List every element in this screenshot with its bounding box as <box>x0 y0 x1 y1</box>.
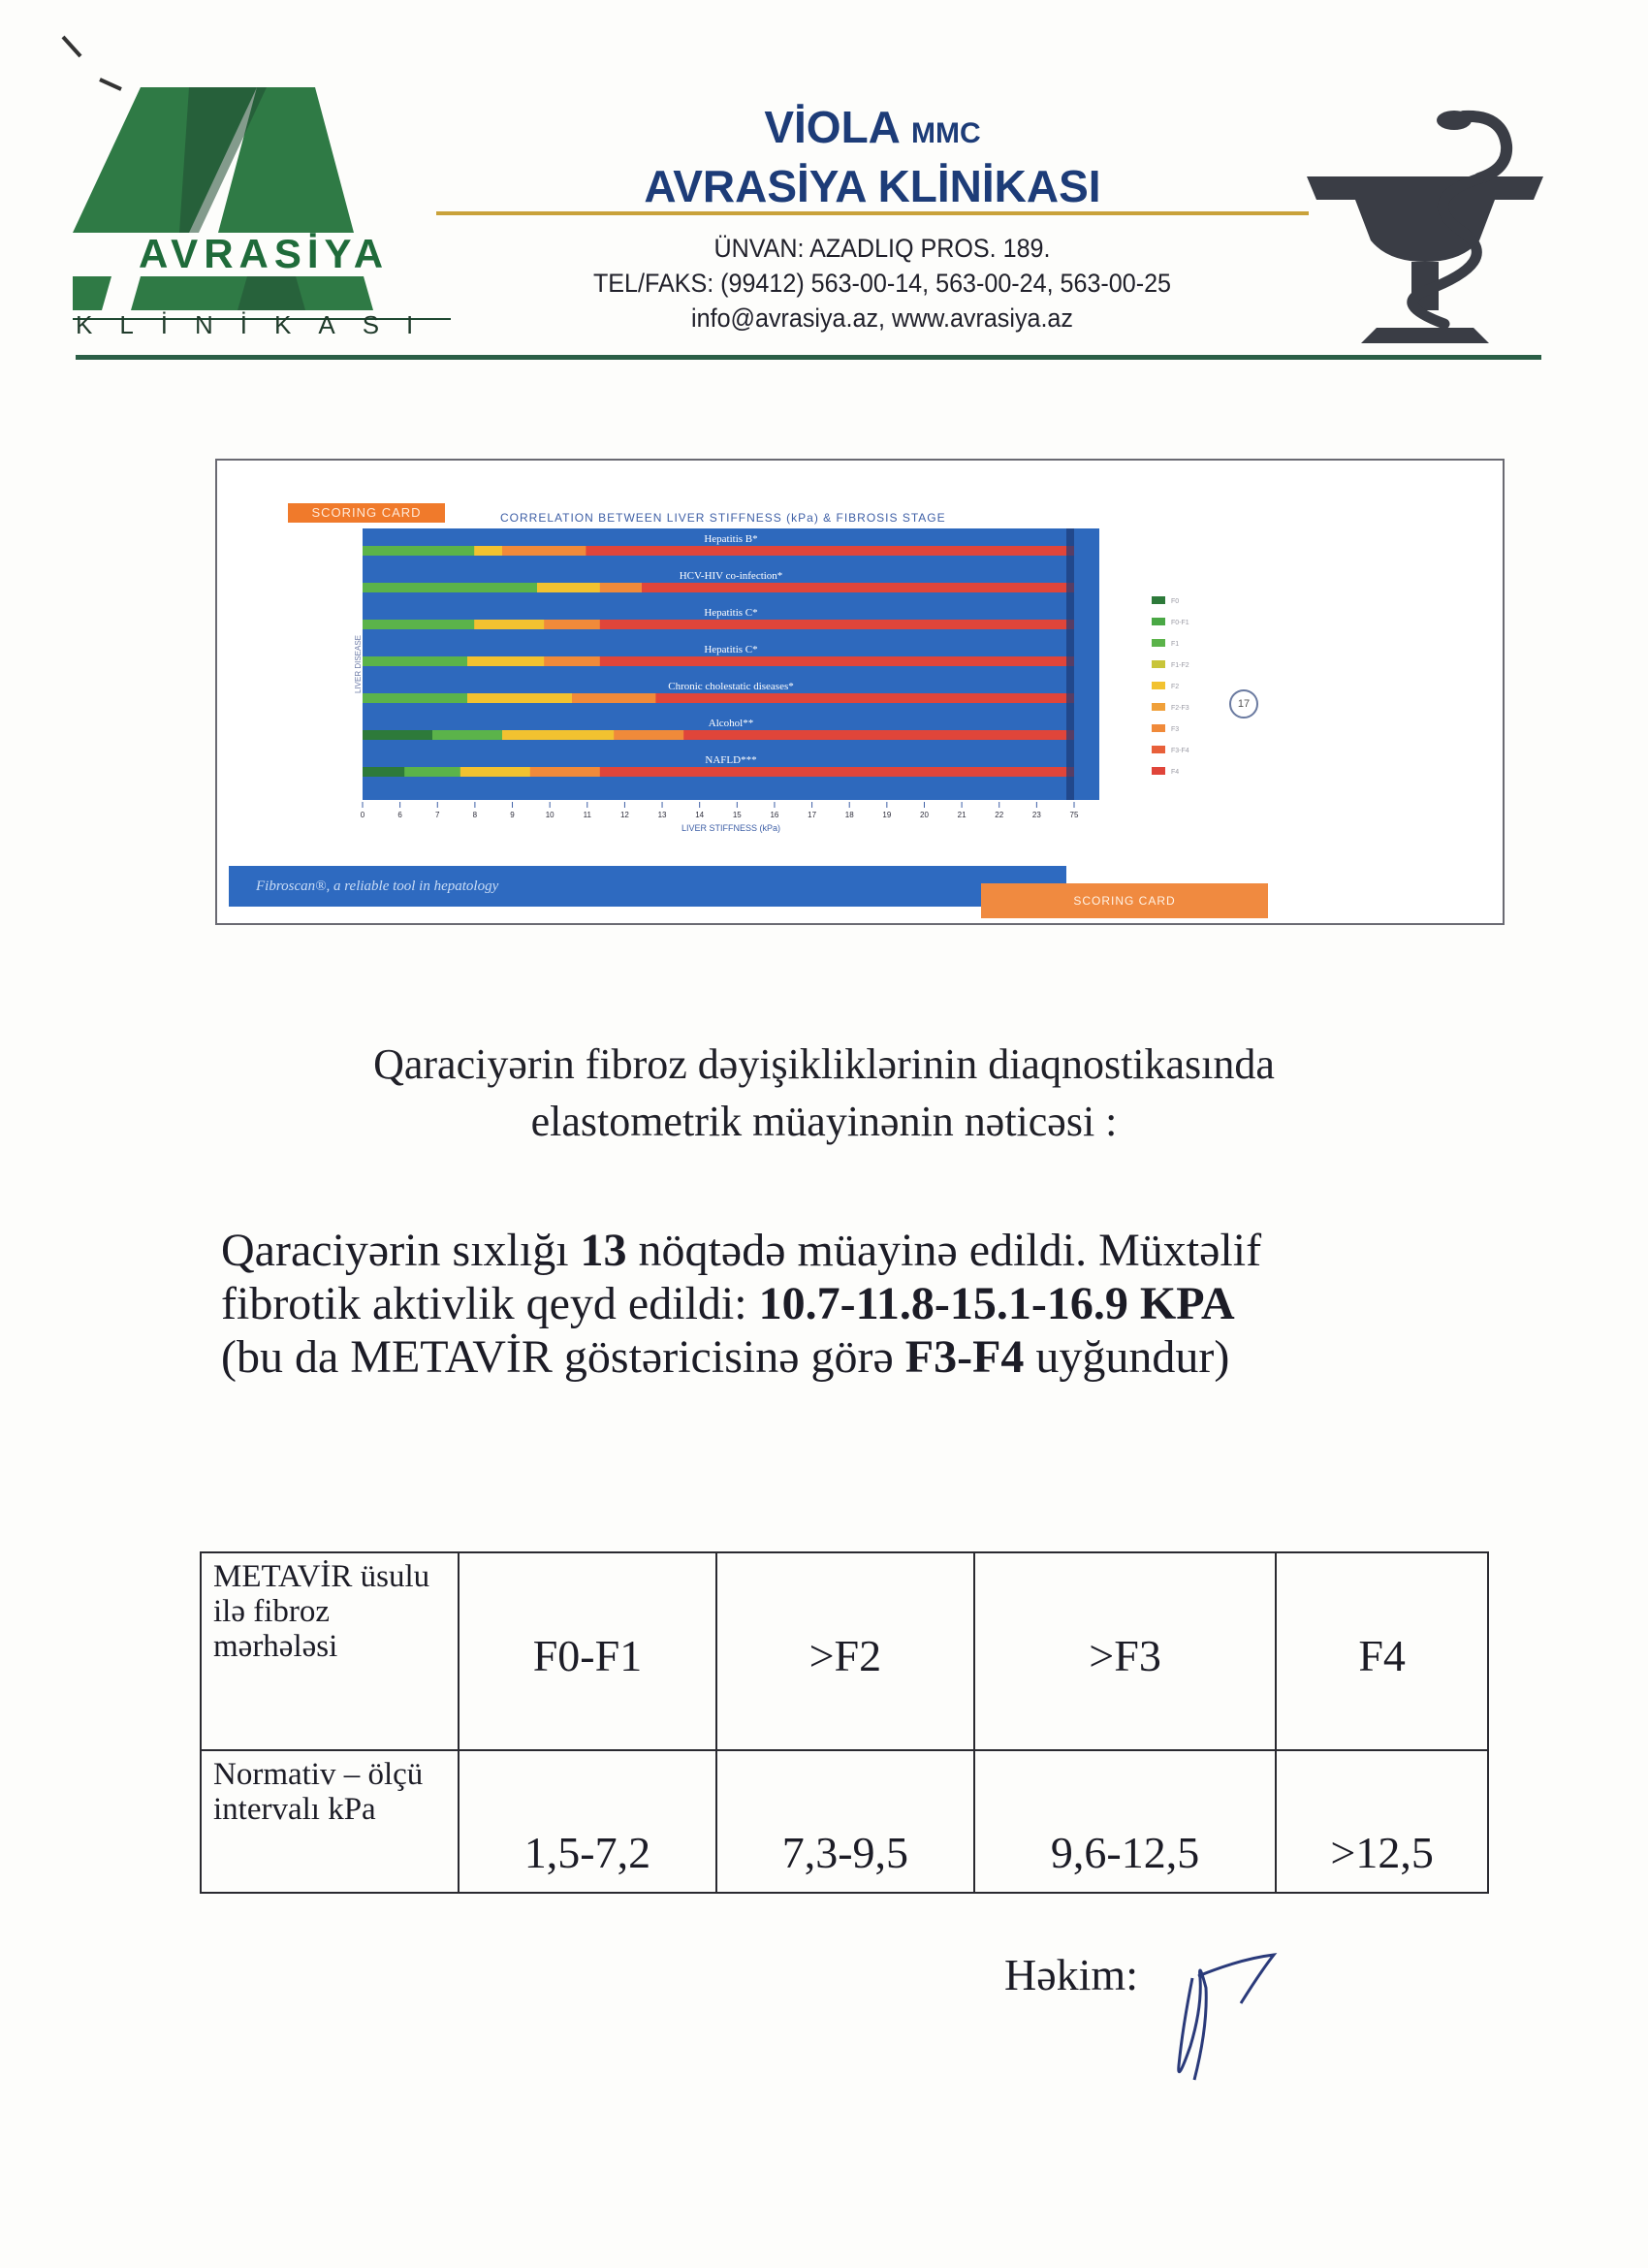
x-tick-label: 10 <box>545 811 555 819</box>
chart-legend <box>1148 587 1206 810</box>
scoring-card-footer-left: Fibroscan®, a reliable tool in hepatology <box>229 866 1066 907</box>
legend-swatch <box>1152 639 1165 647</box>
metavir-table <box>200 1551 1489 1894</box>
legend-swatch <box>1152 724 1165 732</box>
report-heading-line2: elastometrik müayinənin nəticəsi : <box>530 1098 1118 1145</box>
y-axis-label: LIVER DISEASE <box>354 634 363 694</box>
chart-bar-segment <box>363 546 488 556</box>
reference-mark: 17 <box>1229 689 1258 719</box>
result-text-5: uyğundur) <box>1024 1331 1230 1383</box>
chart-bar-segment <box>572 693 669 703</box>
x-tick-label: 18 <box>844 811 854 819</box>
header-gold-line <box>436 211 1309 215</box>
stiffness-values: 10.7-11.8-15.1-16.9 KPA <box>758 1278 1235 1329</box>
table-row <box>201 1552 1488 1750</box>
legend-swatch <box>1152 618 1165 625</box>
x-tick-label: 21 <box>957 811 967 819</box>
legend-label: F0-F1 <box>1171 620 1189 626</box>
clinic-web: info@avrasiya.az, www.avrasiya.az <box>691 303 1073 333</box>
clinic-name-line2: AVRASİYA KLİNİKASI <box>644 161 1101 211</box>
clinic-name <box>436 102 1309 213</box>
x-tick-label: 20 <box>920 811 929 819</box>
chart-bar-segment <box>683 730 1074 740</box>
clinic-phone: TEL/FAKS: (99412) 563-00-14, 563-00-24, 563-00-25 <box>592 269 1172 298</box>
report-heading-line1: Qaraciyərin fibroz dəyişikliklərinin diaqnostikasında <box>373 1040 1275 1088</box>
legend-label: F2-F3 <box>1171 705 1189 712</box>
x-axis-label: LIVER STIFFNESS (kPa) <box>681 823 781 833</box>
bowl-of-hygieia-icon <box>1299 107 1551 349</box>
header-rule <box>76 355 1541 360</box>
x-tick-label: 14 <box>695 811 705 819</box>
table-cell: >F2 <box>716 1552 974 1750</box>
chart-bar-segment <box>600 767 1074 777</box>
measurement-points: 13 <box>580 1225 627 1276</box>
logo-word: AVRASİYA <box>138 231 390 276</box>
chart-bar-segment <box>363 620 488 629</box>
clinic-contact-info <box>567 231 1198 335</box>
chart-bar-segment <box>655 693 1074 703</box>
series-label: Hepatitis B* <box>704 533 758 545</box>
result-text-3: fibrotik aktivlik qeyd edildi: <box>221 1278 759 1329</box>
table-row <box>201 1750 1488 1893</box>
x-tick-label: 16 <box>770 811 779 819</box>
x-tick-label: 11 <box>583 811 591 819</box>
x-tick-label: 17 <box>808 811 817 819</box>
chart-bar-segment <box>363 693 481 703</box>
legend-swatch <box>1152 596 1165 604</box>
doctor-signature <box>1173 1949 1299 2085</box>
legend-label: F0 <box>1171 598 1180 605</box>
x-tick-label: 15 <box>732 811 742 819</box>
x-tick-label: 6 <box>397 811 402 819</box>
fibrosis-chart <box>354 528 1099 839</box>
chart-bar-segment <box>363 656 481 666</box>
chart-bar-segment <box>600 620 1074 629</box>
chart-bar-segment <box>642 583 1074 592</box>
x-tick-label: 0 <box>360 811 365 819</box>
legend-label: F1 <box>1171 641 1180 648</box>
scoring-card-footer-right: SCORING CARD <box>981 883 1268 918</box>
series-label: Hepatitis C* <box>704 607 758 619</box>
chart-bar-segment <box>586 546 1074 556</box>
x-tick-label: 75 <box>1069 811 1079 819</box>
table-cell: 9,6-12,5 <box>974 1750 1276 1893</box>
series-label: HCV-HIV co-infection* <box>679 570 783 582</box>
legend-swatch <box>1152 660 1165 668</box>
table-cell: >12,5 <box>1276 1750 1488 1893</box>
chart-bar-segment <box>502 730 627 740</box>
chart-bar-segment <box>363 583 551 592</box>
legend-label: F3 <box>1171 726 1180 733</box>
legend-swatch <box>1152 682 1165 689</box>
clinic-address: ÜNVAN: AZADLIQ PROS. 189. <box>713 234 1051 263</box>
series-label: Chronic cholestatic diseases* <box>668 681 794 692</box>
scoring-card <box>215 459 1505 925</box>
series-label: NAFLD*** <box>705 754 757 766</box>
x-tick-label: 19 <box>882 811 892 819</box>
logo-subtitle: KLİNİKASI <box>76 310 441 339</box>
scoring-card-tag: SCORING CARD <box>288 503 445 523</box>
table-cell: >F3 <box>974 1552 1276 1750</box>
legend-swatch <box>1152 767 1165 775</box>
chart-title: CORRELATION BETWEEN LIVER STIFFNESS (kPa) & FIBROSIS STAGE <box>500 511 946 525</box>
x-tick-label: 7 <box>435 811 440 819</box>
x-tick-label: 8 <box>472 811 478 819</box>
fibrosis-stage: F3-F4 <box>904 1331 1025 1383</box>
x-tick-label: 22 <box>995 811 1004 819</box>
table-cell: 7,3-9,5 <box>716 1750 974 1893</box>
table-cell: F0-F1 <box>459 1552 716 1750</box>
chart-bar-segment <box>600 656 1074 666</box>
legend-swatch <box>1152 703 1165 711</box>
chart-bar-segment <box>467 693 586 703</box>
legend-label: F4 <box>1171 769 1180 776</box>
table-row2-label: Normativ – ölçü intervalı kPa <box>201 1750 459 1893</box>
result-text-4: (bu da METAVİR göstəricisinə görə <box>221 1331 905 1383</box>
table-row1-label: METAVİR üsulu ilə fibroz mərhələsi <box>201 1552 459 1750</box>
result-text-1: Qaraciyərin sıxlığı <box>221 1225 581 1276</box>
table-cell: 1,5-7,2 <box>459 1750 716 1893</box>
doctor-label: Həkim: <box>1004 1950 1138 1999</box>
series-label: Alcohol** <box>708 718 754 729</box>
report-heading <box>174 1036 1474 1150</box>
x-tick-label: 12 <box>619 811 629 819</box>
legend-swatch <box>1152 746 1165 753</box>
legend-label: F3-F4 <box>1171 748 1189 754</box>
legend-label: F2 <box>1171 684 1180 690</box>
chart-break-line <box>1066 528 1074 800</box>
table-cell: F4 <box>1276 1552 1488 1750</box>
x-tick-label: 9 <box>510 811 515 819</box>
legend-label: F1-F2 <box>1171 662 1189 669</box>
result-text-2: nöqtədə müayinə edildi. Müxtəlif <box>626 1225 1262 1276</box>
clinic-name-line1: VİOLA <box>764 102 900 152</box>
series-label: Hepatitis C* <box>704 644 758 655</box>
result-paragraph <box>221 1224 1510 1384</box>
x-tick-label: 23 <box>1031 811 1041 819</box>
clinic-name-suffix: MMC <box>910 117 981 149</box>
chart-bar-segment <box>502 546 599 556</box>
x-tick-label: 13 <box>657 811 667 819</box>
